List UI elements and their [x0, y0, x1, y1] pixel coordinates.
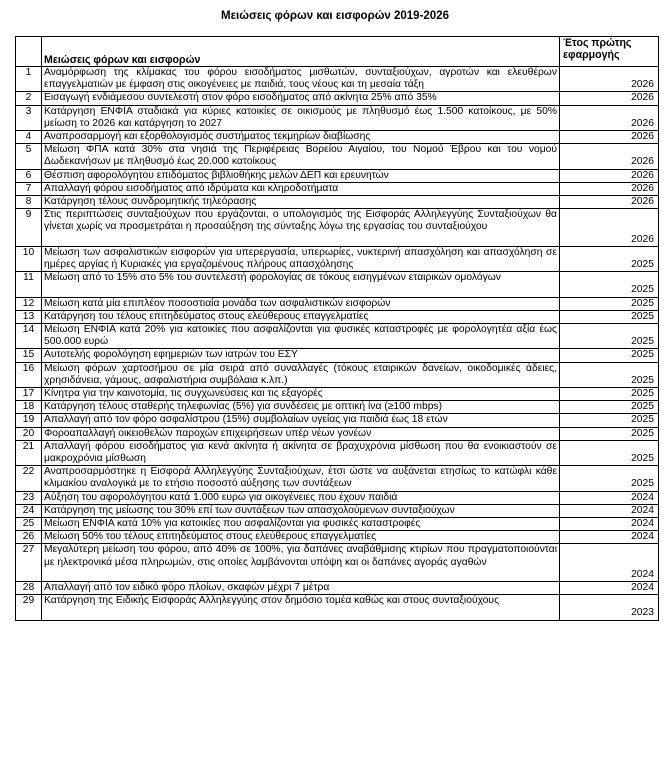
table-row	[16, 491, 659, 504]
row-number: 7	[16, 182, 42, 195]
row-year: 2025	[560, 349, 659, 362]
table-row	[16, 518, 659, 531]
row-year: 2025	[560, 246, 659, 271]
row-number: 13	[16, 310, 42, 323]
table-row	[16, 504, 659, 517]
row-number: 2	[16, 92, 42, 105]
row-year: 2025	[560, 401, 659, 414]
table-row	[16, 144, 659, 169]
header-description: Μειώσεις φόρων και εισφορών	[42, 37, 560, 67]
table-row	[16, 544, 659, 582]
table-row	[16, 182, 659, 195]
row-year: 2024	[560, 531, 659, 544]
table-row	[16, 209, 659, 247]
row-year: 2024	[560, 518, 659, 531]
row-year: 2023	[560, 595, 659, 620]
row-number: 18	[16, 401, 42, 414]
row-year: 2026	[560, 67, 659, 92]
row-year: 2025	[560, 310, 659, 323]
row-description: Κίνητρα για την καινοτομία, τις συγχωνεύσεις και τις εξαγορές	[42, 388, 560, 401]
table-row	[16, 595, 659, 620]
row-description: Αυτοτελής φορολόγηση εφημεριών των ιατρών του ΕΣΥ	[42, 349, 560, 362]
row-description: Μείωση ΕΝΦΙΑ κατά 20% για κατοικίες που ασφαλίζονται για φυσικές καταστροφές με φορολογητέα αξία έως 500.000 ευρώ	[42, 324, 560, 349]
table-row	[16, 440, 659, 465]
row-description: Αύξηση του αφορολόγητου κατά 1.000 ευρώ για οικογένειες που έχουν παιδιά	[42, 491, 560, 504]
row-description: Κατάργηση ΕΝΦΙΑ σταδιακά για κύριες κατοικίες σε οικισμούς με πληθυσμό έως 1.500 κατοίκους, με 50% μείωση το 2026 και κατάργηση το 2027	[42, 105, 560, 130]
row-number: 15	[16, 349, 42, 362]
row-description: Απαλλαγή φόρου εισοδήματος για κενά ακίνητα ή ακίνητα σε βραχυχρόνια μίσθωση που θα ενοικιαστούν σε μακροχρόνια μίσθωση	[42, 440, 560, 465]
row-number: 29	[16, 595, 42, 620]
row-number: 28	[16, 582, 42, 595]
row-year: 2025	[560, 427, 659, 440]
table-row	[16, 131, 659, 144]
row-year: 2026	[560, 209, 659, 247]
row-number: 19	[16, 414, 42, 427]
row-number: 1	[16, 67, 42, 92]
row-description: Θέσπιση αφορολόγητου επιδόματος βιβλιοθήκης μελών ΔΕΠ και ερευνητών	[42, 169, 560, 182]
row-year: 2024	[560, 582, 659, 595]
row-number: 14	[16, 324, 42, 349]
table-row	[16, 401, 659, 414]
row-number: 9	[16, 209, 42, 247]
row-number: 23	[16, 491, 42, 504]
row-description: Μείωση από το 15% στο 5% του συντελεστή φορολογίας σε τόκους εισηγμένων εταιρικών ομολόγων	[42, 272, 560, 297]
row-description: Φοροαπαλλαγή οικειοθελών παροχών επιχειρήσεων υπέρ νέων γονέων	[42, 427, 560, 440]
row-number: 10	[16, 246, 42, 271]
row-number: 4	[16, 131, 42, 144]
row-year: 2025	[560, 388, 659, 401]
row-description: Κατάργηση τέλους συνδρομητικής τηλεόρασης	[42, 196, 560, 209]
row-year: 2025	[560, 466, 659, 491]
row-description: Μείωση ΦΠΑ κατά 30% στα νησιά της Περιφέρειας Βορείου Αιγαίου, του Νομού Έβρου και του νομού Δωδεκανήσων με πληθυσμό έως 20.000 κατοίκους	[42, 144, 560, 169]
row-number: 16	[16, 362, 42, 387]
row-description: Απαλλαγή από τον ειδικό φόρο πλοίων, σκαφών μέχρι 7 μέτρα	[42, 582, 560, 595]
row-number: 17	[16, 388, 42, 401]
table-row	[16, 310, 659, 323]
row-number: 22	[16, 466, 42, 491]
row-description: Μείωση φόρων χαρτοσήμου σε μία σειρά από συναλλαγές (τόκους εταιρικών δανείων, οικοδομικές άδειες, χρησιδάνεια, γάμους, ασφαλιστήρια συμβόλαια κ.λπ.)	[42, 362, 560, 387]
row-number: 3	[16, 105, 42, 130]
row-year: 2026	[560, 182, 659, 195]
row-year: 2024	[560, 491, 659, 504]
row-number: 21	[16, 440, 42, 465]
document-title: Μειώσεις φόρων και εισφορών 2019-2026	[221, 10, 449, 22]
row-description: Μεγαλύτερη μείωση του φόρου, από 40% σε 100%, για δαπάνες αναβάθμισης κτιρίων που πραγματοποιούνται με ηλεκτρονικά μέσα πληρωμών, στις οποίες λαμβάνονται υπόψη και οι δαπάνες αγοράς αγαθών	[42, 544, 560, 582]
table-row	[16, 196, 659, 209]
row-year: 2024	[560, 544, 659, 582]
row-number: 8	[16, 196, 42, 209]
row-year: 2025	[560, 297, 659, 310]
row-description: Μείωση κατά μία επιπλέον ποσοστιαία μονάδα των ασφαλιστικών εισφορών	[42, 297, 560, 310]
row-number: 11	[16, 272, 42, 297]
row-description: Κατάργηση τέλους σταθερής τηλεφωνίας (5%) για συνδέσεις με οπτική ίνα (≥100 mbps)	[42, 401, 560, 414]
table-row	[16, 105, 659, 130]
table-header-row	[16, 37, 659, 67]
row-description: Απαλλαγή φόρου εισοδήματος από ιδρύματα και κληροδοτήματα	[42, 182, 560, 195]
row-description: Αναπροσαρμογή και εξορθολογισμός συστήματος τεκμηρίων διαβίωσης	[42, 131, 560, 144]
table-row	[16, 388, 659, 401]
row-number: 27	[16, 544, 42, 582]
table-row	[16, 582, 659, 595]
table-row	[16, 297, 659, 310]
tax-reductions-table	[15, 36, 659, 621]
table-row	[16, 169, 659, 182]
row-description: Αναμόρφωση της κλίμακας του φόρου εισοδήματος μισθωτών, συνταξιούχων, αγροτών και ελευθέρων επαγγελματιών με έμφαση στις οικογένειες με παιδιά, τους νέους και τη μεσαία τάξη	[42, 67, 560, 92]
table-row	[16, 531, 659, 544]
row-description: Κατάργηση της Ειδικής Εισφοράς Αλληλεγγύης στον δημόσιο τομέα καθώς και στους συνταξιούχους	[42, 595, 560, 620]
row-description: Κατάργηση του τέλους επιτηδεύματος στους ελεύθερους επαγγελματίες	[42, 310, 560, 323]
row-number: 24	[16, 504, 42, 517]
header-number	[16, 37, 42, 67]
table-row	[16, 272, 659, 297]
row-description: Εισαγωγή ενδιάμεσου συντελεστή στον φόρο εισοδήματος από ακίνητα 25% από 35%	[42, 92, 560, 105]
row-year: 2026	[560, 105, 659, 130]
header-year: Έτος πρώτης εφαρμογής	[560, 37, 659, 67]
table-row	[16, 246, 659, 271]
table-row	[16, 67, 659, 92]
row-number: 25	[16, 518, 42, 531]
row-year: 2026	[560, 144, 659, 169]
row-description: Μείωση 50% του τέλους επιτηδεύματος στους ελεύθερους επαγγελματίες	[42, 531, 560, 544]
row-year: 2025	[560, 324, 659, 349]
row-number: 5	[16, 144, 42, 169]
row-year: 2026	[560, 196, 659, 209]
row-year: 2025	[560, 362, 659, 387]
row-year: 2026	[560, 131, 659, 144]
row-description: Απαλλαγή από τον φόρο ασφαλίστρου (15%) συμβολαίων υγείας για παιδιά έως 18 ετών	[42, 414, 560, 427]
table-row	[16, 349, 659, 362]
table-row	[16, 362, 659, 387]
table-row	[16, 92, 659, 105]
table-row	[16, 466, 659, 491]
row-year: 2025	[560, 414, 659, 427]
row-description: Μείωση ΕΝΦΙΑ κατά 10% για κατοικίες που ασφαλίζονται για φυσικές καταστροφές	[42, 518, 560, 531]
row-number: 6	[16, 169, 42, 182]
row-year: 2026	[560, 92, 659, 105]
row-year: 2025	[560, 440, 659, 465]
row-number: 20	[16, 427, 42, 440]
row-number: 26	[16, 531, 42, 544]
row-year: 2025	[560, 272, 659, 297]
row-year: 2026	[560, 169, 659, 182]
row-year: 2024	[560, 504, 659, 517]
row-description: Μείωση των ασφαλιστικών εισφορών για υπερεργασία, υπερωρίες, νυκτερινή απασχόληση και απασχόληση σε ημέρες αργίας ή Κυριακές για εργαζομένους πλήρους απασχόλησης	[42, 246, 560, 271]
row-description: Κατάργηση της μείωσης του 30% επί των συντάξεων των απασχολούμενων συνταξιούχων	[42, 504, 560, 517]
row-description: Αναπροσαρμόστηκε η Εισφορά Αλληλεγγύης Συνταξιούχων, έτσι ώστε να αυξάνεται ετησίως το κατώφλι κάθε κλιμακίου αναλογικά με το ετήσιο ποσοστό αύξησης των συντάξεων	[42, 466, 560, 491]
table-row	[16, 414, 659, 427]
row-number: 12	[16, 297, 42, 310]
table-row	[16, 324, 659, 349]
table-row	[16, 427, 659, 440]
row-description: Στις περιπτώσεις συνταξιούχων που εργάζονται, ο υπολογισμός της Εισφοράς Αλληλεγγύης Συνταξιούχων θα γίνεται χωρίς να προσμετράται η προσαύξηση της σύνταξης λόγω της εργασίας του συνταξιούχου	[42, 209, 560, 247]
